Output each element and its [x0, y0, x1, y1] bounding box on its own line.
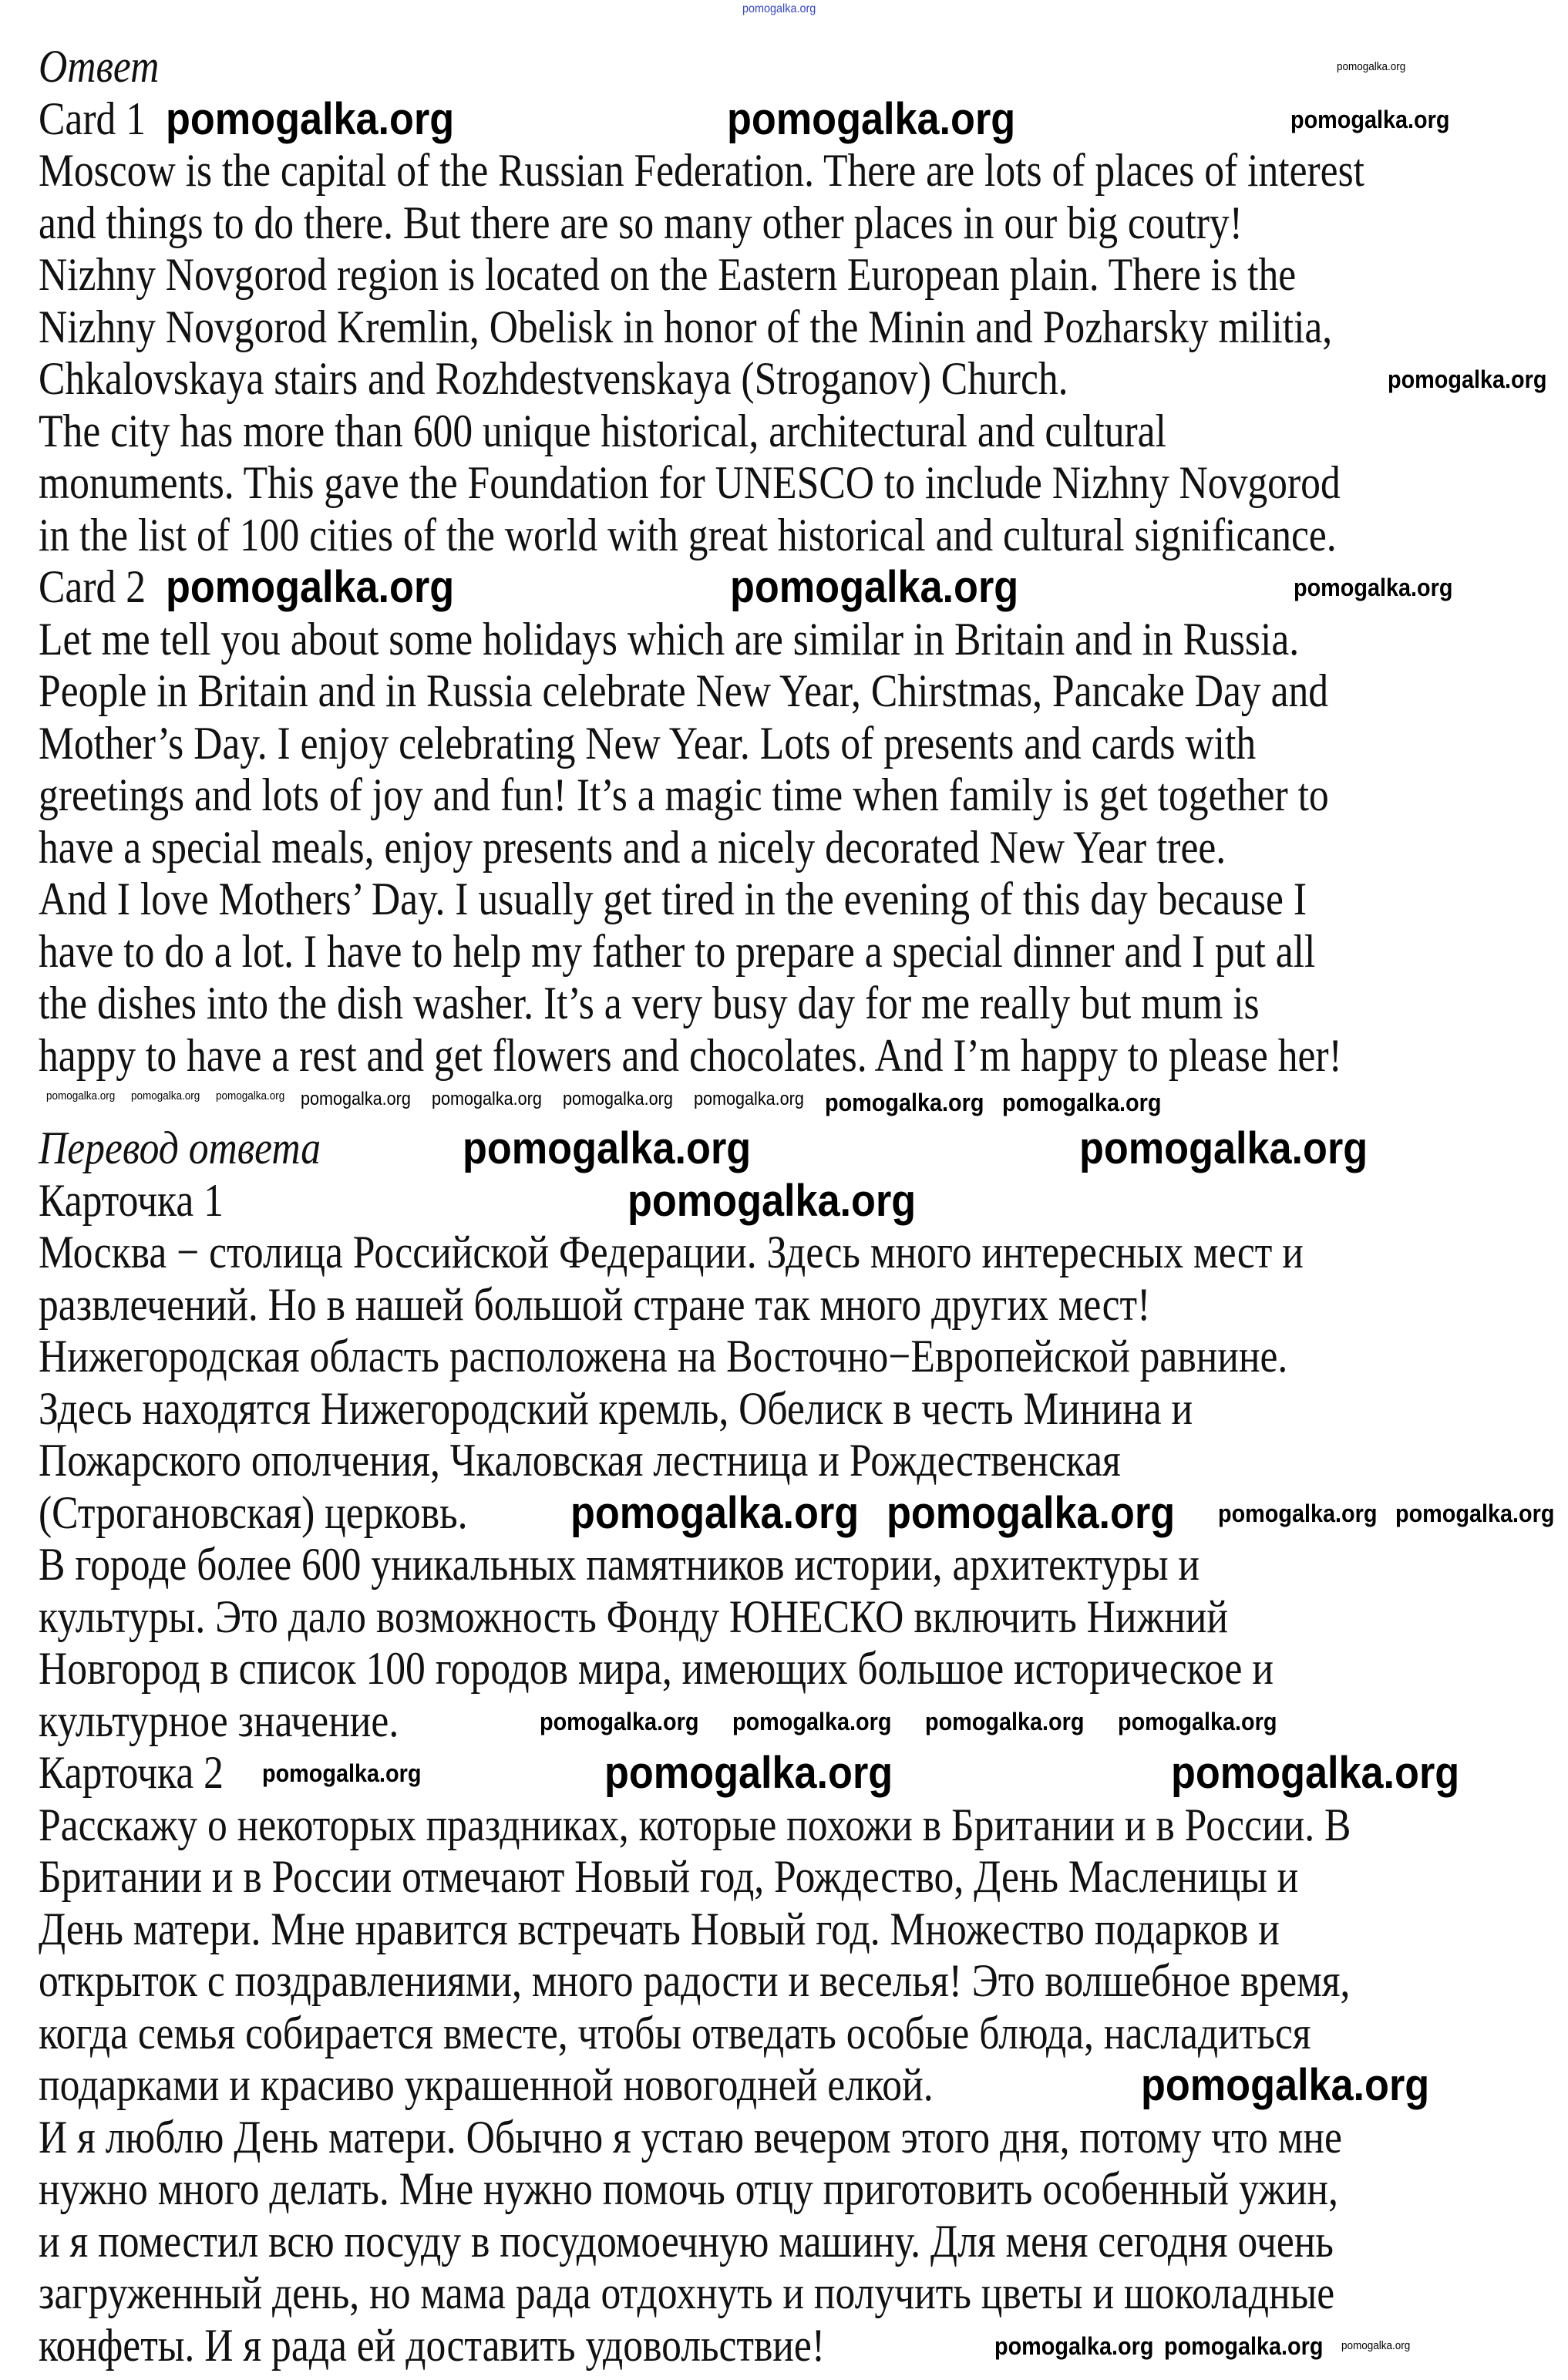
watermark: pomogalka.org — [1141, 2060, 1430, 2110]
text-line: and things to do there. But there are so many other places in our big coutry! — [39, 197, 1243, 248]
watermark: pomogalka.org — [730, 562, 1019, 612]
card-heading: Карточка 2 — [39, 1747, 224, 1798]
watermark: pomogalka.org — [1341, 2338, 1411, 2352]
text-line: Пожарского ополчения, Чкаловская лестница и Рождественская — [39, 1435, 1121, 1486]
watermark: pomogalka.org — [825, 1089, 984, 1116]
section-title: Ответ — [39, 41, 160, 92]
text-line: и я поместил всю посуду в посудомоечную машину. Для меня сегодня очень — [39, 2215, 1334, 2267]
text-line: monuments. This gave the Foundation for UNESCO to include Nizhny Novgorod — [39, 457, 1341, 508]
text-line: the dishes into the dish washer. It’s a very busy day for me really but mum is — [39, 978, 1260, 1028]
text-line: И я люблю День матери. Обычно я устаю вечером этого дня, потому что мне — [39, 2111, 1342, 2163]
text-line: Moscow is the capital of the Russian Federation. There are lots of places of interest — [39, 145, 1364, 196]
text-line: Здесь находятся Нижегородский кремль, Обелиск в честь Минина и — [39, 1382, 1193, 1434]
watermark: pomogalka.org — [994, 2331, 1154, 2360]
watermark: pomogalka.org — [1164, 2331, 1324, 2360]
watermark: pomogalka.org — [1337, 60, 1406, 73]
watermark: pomogalka.org — [216, 1089, 285, 1102]
text-line: Nizhny Novgorod region is located on the Eastern European plain. There is the — [39, 249, 1297, 300]
text-line: Chkalovskaya stairs and Rozhdestvenskaya (Stroganov) Church. — [39, 353, 1068, 404]
card-heading: Card 1 — [39, 93, 146, 144]
watermark: pomogalka.org — [262, 1759, 422, 1787]
section-title: Перевод ответа — [39, 1123, 321, 1173]
text-line: (Строгановская) церковь. — [39, 1486, 468, 1538]
text-line: have a special meals, enjoy presents and a nicely decorated New Year tree. — [39, 821, 1226, 873]
text-line: Нижегородская область расположена на Восточно−Европейской равнине. — [39, 1331, 1288, 1382]
watermark: pomogalka.org — [1290, 105, 1450, 133]
text-line: Новгород в список 100 городов мира, имеющих большое историческое и — [39, 1643, 1274, 1694]
text-line: День матери. Мне нравится встречать Новый год. Множество подарков и — [39, 1903, 1280, 1954]
text-line: And I love Mothers’ Day. I usually get tired in the evening of this day because I — [39, 874, 1307, 924]
watermark: pomogalka.org — [727, 93, 1016, 144]
watermark: pomogalka.org — [887, 1487, 1176, 1538]
watermark: pomogalka.org — [732, 1707, 892, 1735]
text-line: greetings and lots of joy and fun! It’s a magic time when family is get together to — [39, 769, 1329, 820]
watermark: pomogalka.org — [1118, 1707, 1277, 1735]
watermark: pomogalka.org — [166, 93, 455, 144]
watermark: pomogalka.org — [463, 1123, 752, 1173]
text-line: развлечений. Но в нашей большой стране так много других мест! — [39, 1278, 1151, 1330]
text-line: Mother’s Day. I enjoy celebrating New Year. Lots of presents and cards with — [39, 717, 1257, 769]
watermark: pomogalka.org — [166, 562, 455, 612]
text-line: подарками и красиво украшенной новогодней елкой. — [39, 2059, 934, 2110]
watermark: pomogalka.org — [742, 2, 816, 15]
card-heading: Card 2 — [39, 561, 146, 612]
text-line: загруженный день, но мама рада отдохнуть и получить цветы и шоколадные — [39, 2267, 1335, 2318]
text-line: Nizhny Novgorod Kremlin, Obelisk in honor of the Minin and Pozharsky militia, — [39, 301, 1333, 352]
watermark: pomogalka.org — [131, 1089, 200, 1102]
text-line: have to do a lot. I have to help my father to prepare a special dinner and I put all — [39, 925, 1316, 977]
text-line: культуры. Это дало возможность Фонду ЮНЕСКО включить Нижний — [39, 1591, 1229, 1642]
watermark: pomogalka.org — [1002, 1089, 1162, 1116]
watermark: pomogalka.org — [563, 1089, 673, 1109]
watermark: pomogalka.org — [570, 1487, 860, 1538]
text-line: in the list of 100 cities of the world with great historical and cultural significance. — [39, 509, 1337, 560]
text-line: The city has more than 600 unique historical, architectural and cultural — [39, 405, 1166, 456]
text-line: конфеты. И я рада ей доставить удовольствие! — [39, 2319, 826, 2371]
card-heading: Карточка 1 — [39, 1174, 224, 1226]
watermark: pomogalka.org — [925, 1707, 1085, 1735]
watermark: pomogalka.org — [46, 1089, 116, 1102]
watermark: pomogalka.org — [1218, 1499, 1378, 1527]
watermark: pomogalka.org — [604, 1748, 893, 1798]
watermark: pomogalka.org — [1171, 1748, 1460, 1798]
text-line: Москва − столица Российской Федерации. Здесь много интересных мест и — [39, 1227, 1304, 1278]
watermark: pomogalka.org — [694, 1089, 804, 1109]
watermark: pomogalka.org — [301, 1089, 411, 1109]
watermark: pomogalka.org — [628, 1175, 917, 1226]
text-line: открыток с поздравлениями, много радости и веселья! Это волшебное время, — [39, 1955, 1351, 2006]
watermark: pomogalka.org — [540, 1707, 699, 1735]
text-line: В городе более 600 уникальных памятников истории, архитектуры и — [39, 1539, 1200, 1590]
text-line: happy to have a rest and get flowers and chocolates. And I’m happy to please her! — [39, 1029, 1342, 1081]
text-line: нужно много делать. Мне нужно помочь отцу приготовить особенный ужин, — [39, 2163, 1338, 2214]
text-line: Расскажу о некоторых праздниках, которые похожи в Британии и в России. В — [39, 1799, 1351, 1850]
text-line: когда семья собирается вместе, чтобы отведать особые блюда, насладиться — [39, 2007, 1311, 2059]
text-line: культурное значение. — [39, 1695, 399, 1746]
watermark: pomogalka.org — [432, 1089, 542, 1109]
watermark: pomogalka.org — [1395, 1499, 1555, 1527]
text-line: People in Britain and in Russia celebrate New Year, Chirstmas, Pancake Day and — [39, 665, 1329, 716]
watermark: pomogalka.org — [1079, 1123, 1368, 1173]
text-line: Британии и в России отмечают Новый год, Рождество, День Масленицы и — [39, 1851, 1299, 1902]
watermark: pomogalka.org — [1388, 365, 1547, 393]
watermark: pomogalka.org — [1294, 574, 1453, 601]
text-line: Let me tell you about some holidays which are similar in Britain and in Russia. — [39, 613, 1300, 665]
